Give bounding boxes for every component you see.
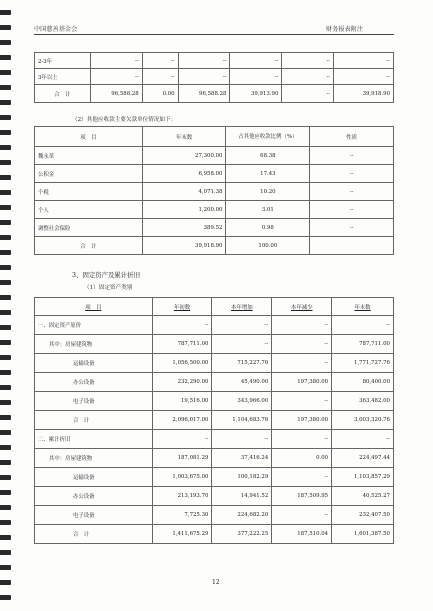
table-cell: -- (272, 316, 332, 335)
row-label: 个税 (35, 183, 143, 201)
table-cell: 45,490.00 (212, 373, 272, 392)
binding-hole (0, 340, 11, 345)
subsection-1-title: （1）固定资产类别 (84, 285, 133, 291)
binding-hole (0, 505, 11, 510)
binding-holes (0, 0, 14, 611)
table-cell: -- (178, 69, 230, 85)
table-cell: -- (212, 316, 272, 335)
table-cell: 0.00 (272, 449, 332, 468)
note-2: （2）其他应收款主要欠款单位情况如下： (72, 117, 177, 123)
binding-hole (0, 100, 11, 105)
table-cell: 0.98 (226, 219, 310, 237)
binding-hole (0, 145, 11, 150)
table-cell: 80,400.00 (332, 373, 394, 392)
table-cell: 187,510.04 (272, 525, 332, 544)
table-cell: 187,081.29 (152, 449, 212, 468)
binding-hole (0, 475, 11, 480)
table-cell: 96,588.28 (90, 85, 142, 103)
table-row (35, 201, 394, 219)
table-row (35, 430, 394, 449)
table-cell (310, 237, 394, 255)
table-cell: -- (310, 147, 394, 165)
table-cell: -- (282, 69, 334, 85)
binding-hole (0, 190, 11, 195)
row-label: 一、固定资产原价 (35, 316, 153, 335)
table-cell: -- (272, 468, 332, 487)
table-cell: 1,056,500.00 (152, 354, 212, 373)
table-cell: -- (334, 53, 394, 69)
binding-hole (0, 40, 11, 45)
recv-header-ratio: 占其他应收款比例（%） (226, 127, 310, 147)
row-label: 3年以上 (35, 69, 91, 85)
row-label: 个人 (35, 201, 143, 219)
table-cell: -- (332, 430, 394, 449)
row-label: 调整社会保险 (35, 219, 143, 237)
table-cell: -- (272, 430, 332, 449)
table-cell: 187,509.95 (272, 487, 332, 506)
table-cell: 715,227.76 (212, 354, 272, 373)
table-cell: -- (310, 165, 394, 183)
fixed-assets-table (34, 297, 394, 544)
table-cell: -- (142, 53, 178, 69)
table-cell: 224,682.20 (212, 506, 272, 525)
binding-hole (0, 160, 11, 165)
table-cell: 232,407.50 (332, 506, 394, 525)
table-cell: 787,711.00 (152, 335, 212, 354)
table-cell: 7,725.30 (152, 506, 212, 525)
binding-hole (0, 10, 11, 15)
table-cell: -- (178, 53, 230, 69)
table-cell: -- (212, 335, 272, 354)
header-right: 财务报表附注 (326, 26, 364, 33)
binding-hole (0, 385, 11, 390)
table-cell: 39,913.90 (230, 85, 282, 103)
table-cell: 96,588.28 (178, 85, 230, 103)
table-row (35, 373, 394, 392)
table-cell: -- (212, 430, 272, 449)
binding-hole (0, 235, 11, 240)
binding-hole (0, 205, 11, 210)
table-row (35, 69, 394, 85)
table-row (35, 53, 394, 69)
table-cell: 389.52 (142, 219, 226, 237)
table-row (35, 506, 394, 525)
row-label: 合 计 (35, 525, 153, 544)
table-row (35, 237, 394, 255)
table-cell: 232,290.00 (152, 373, 212, 392)
row-label: 其中：房屋建筑物 (35, 449, 153, 468)
fa-header-closing: 年末数 (332, 298, 394, 316)
table-cell: 4,071.38 (142, 183, 226, 201)
fa-header-increase: 本年增加 (212, 298, 272, 316)
binding-hole (0, 85, 11, 90)
binding-hole (0, 265, 11, 270)
table-cell: 197,380.00 (272, 373, 332, 392)
table-cell: 224,497.44 (332, 449, 394, 468)
table-row (35, 316, 394, 335)
table-cell: 37,416.24 (212, 449, 272, 468)
table-cell: 2,096,017.00 (152, 411, 212, 430)
table-cell: 1,104,683.76 (212, 411, 272, 430)
binding-hole (0, 370, 11, 375)
table-cell: 3.01 (226, 201, 310, 219)
table-cell: -- (310, 201, 394, 219)
table-cell: 377,222.25 (212, 525, 272, 544)
table-row (35, 335, 394, 354)
recv-header-nature: 性质 (310, 127, 394, 147)
row-label: 办公设备 (35, 373, 153, 392)
fa-header-opening: 年初数 (152, 298, 212, 316)
binding-hole (0, 325, 11, 330)
table-cell: -- (282, 53, 334, 69)
binding-hole (0, 595, 11, 600)
table-cell: -- (310, 183, 394, 201)
table-cell: 787,711.00 (332, 335, 394, 354)
recv-header-item: 项 目 (35, 127, 143, 147)
row-label: 合 计 (35, 237, 143, 255)
table-row (35, 392, 394, 411)
table-cell: 1,003,675.00 (152, 468, 212, 487)
table-row (35, 411, 394, 430)
table-cell: -- (230, 53, 282, 69)
binding-hole (0, 175, 11, 180)
table-cell: -- (334, 69, 394, 85)
table-cell: 1,601,387.50 (332, 525, 394, 544)
row-label: 电子设备 (35, 392, 153, 411)
table-cell: 14,941.52 (212, 487, 272, 506)
table-cell: -- (282, 85, 334, 103)
table-row (35, 219, 394, 237)
row-label: 魏永革 (35, 147, 143, 165)
binding-hole (0, 565, 11, 570)
table-cell: 1,200.00 (142, 201, 226, 219)
table-cell: 39,918.90 (142, 237, 226, 255)
binding-hole (0, 220, 11, 225)
table-cell: -- (90, 69, 142, 85)
header-rule (34, 34, 394, 35)
binding-hole (0, 115, 11, 120)
table-row (35, 449, 394, 468)
table-cell: 68.38 (226, 147, 310, 165)
table-row (35, 487, 394, 506)
table-cell: 19,516.00 (152, 392, 212, 411)
page-number: 12 (212, 579, 220, 586)
table-cell: -- (152, 316, 212, 335)
binding-hole (0, 130, 11, 135)
receivables-table (34, 126, 394, 255)
binding-hole (0, 250, 11, 255)
table-cell: 3,003,320.76 (332, 411, 394, 430)
binding-hole (0, 310, 11, 315)
table-row (35, 525, 394, 544)
table-row (35, 468, 394, 487)
table-cell: -- (310, 219, 394, 237)
table-cell: -- (272, 392, 332, 411)
table-cell: 100,182.29 (212, 468, 272, 487)
row-label: 2-3年 (35, 53, 91, 69)
table-cell: 1,411,675.29 (152, 525, 212, 544)
table-row (35, 85, 394, 103)
table-cell: -- (272, 354, 332, 373)
binding-hole (0, 460, 11, 465)
table-row (35, 147, 394, 165)
table-cell: 343,966.00 (212, 392, 272, 411)
header-left: 中国慈善基金会 (34, 26, 78, 33)
binding-hole (0, 490, 11, 495)
binding-hole (0, 25, 11, 30)
row-label: 公积金 (35, 165, 143, 183)
recv-header-year-end: 年末数 (142, 127, 226, 147)
row-label: 其中：房屋建筑物 (35, 335, 153, 354)
table-cell: 1,103,857.29 (332, 468, 394, 487)
fa-header-decrease: 本年减少 (272, 298, 332, 316)
section-3-title: 3、固定资产及累计折旧 (72, 271, 140, 279)
table-cell: -- (90, 53, 142, 69)
table-cell: -- (332, 316, 394, 335)
table-cell: -- (230, 69, 282, 85)
binding-hole (0, 430, 11, 435)
binding-hole (0, 580, 11, 585)
table-cell: 40,525.27 (332, 487, 394, 506)
table-cell: -- (142, 69, 178, 85)
table-cell: 100.00 (226, 237, 310, 255)
table-cell: 6,958.00 (142, 165, 226, 183)
binding-hole (0, 445, 11, 450)
row-label: 二、累计折旧 (35, 430, 153, 449)
binding-hole (0, 295, 11, 300)
row-label: 运输设备 (35, 468, 153, 487)
table-cell: 39,918.90 (334, 85, 394, 103)
table-row (35, 165, 394, 183)
row-label: 合 计 (35, 85, 91, 103)
binding-hole (0, 55, 11, 60)
fa-header-item: 项 目 (35, 298, 153, 316)
table-cell: -- (152, 430, 212, 449)
table-cell: -- (272, 335, 332, 354)
aging-table (34, 52, 394, 103)
table-cell: 213,193.70 (152, 487, 212, 506)
binding-hole (0, 280, 11, 285)
row-label: 办公设备 (35, 487, 153, 506)
row-label: 运输设备 (35, 354, 153, 373)
row-label: 合 计 (35, 411, 153, 430)
table-cell: 0.00 (142, 85, 178, 103)
table-cell: 1,771,727.76 (332, 354, 394, 373)
row-label: 电子设备 (35, 506, 153, 525)
table-cell: 17.43 (226, 165, 310, 183)
binding-hole (0, 520, 11, 525)
table-row (35, 354, 394, 373)
table-cell: 197,380.00 (272, 411, 332, 430)
binding-hole (0, 550, 11, 555)
table-cell: 363,482.00 (332, 392, 394, 411)
table-cell: -- (272, 506, 332, 525)
binding-hole (0, 415, 11, 420)
binding-hole (0, 535, 11, 540)
binding-hole (0, 355, 11, 360)
binding-hole (0, 70, 11, 75)
table-cell: 27,300.00 (142, 147, 226, 165)
binding-hole (0, 400, 11, 405)
table-row (35, 183, 394, 201)
table-cell: 10.20 (226, 183, 310, 201)
